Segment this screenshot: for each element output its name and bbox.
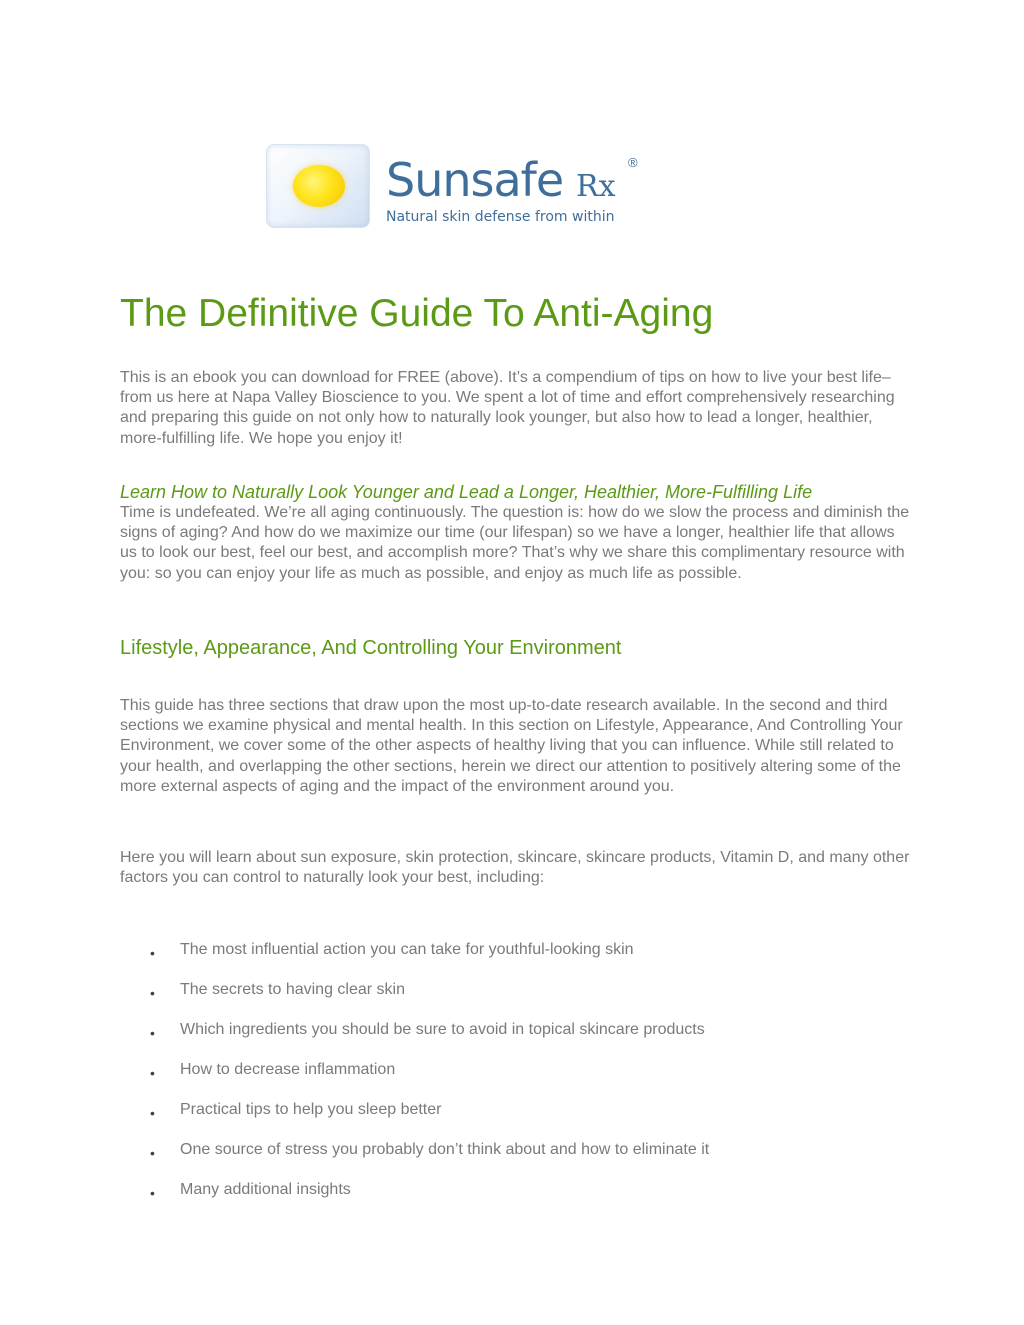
logo-sun-badge xyxy=(266,144,370,228)
section-paragraph-1: This guide has three sections that draw upon the most up-to-date research available. In the second and third sections we examine physical and mental health. In this section on Lifestyle, Appearance, And Controlling Your Environment, we cover some of the other aspects of healthy living that you can influence. While still related to your health, and overlapping the other sections, herein we direct our attention to positively altering some of the more external aspects of aging and the impact of the environment around you. xyxy=(120,697,903,795)
bullet-text: The most influential action you can take for youthful-looking skin xyxy=(180,941,634,958)
bullet-icon: • xyxy=(150,1145,155,1161)
bullet-icon: • xyxy=(150,1025,155,1041)
list-item xyxy=(0,1058,1024,1098)
list-item xyxy=(0,1098,1024,1138)
bullet-icon: • xyxy=(150,945,155,961)
bullet-text: Practical tips to help you sleep better xyxy=(180,1101,442,1118)
section-heading: Lifestyle, Appearance, And Controlling Your Environment xyxy=(120,637,622,659)
list-item xyxy=(0,978,1024,1018)
logo-rx-mark: Rx xyxy=(576,169,616,204)
list-item xyxy=(0,1178,1024,1218)
sun-icon xyxy=(293,165,345,207)
list-item xyxy=(0,1018,1024,1058)
bullet-text: How to decrease inflammation xyxy=(180,1061,396,1078)
bullet-icon: • xyxy=(150,1065,155,1081)
list-item xyxy=(0,1138,1024,1178)
bullet-text: Many additional insights xyxy=(180,1181,351,1198)
bullet-text: One source of stress you probably don’t think about and how to eliminate it xyxy=(180,1141,710,1158)
learn-paragraph: Time is undefeated. We’re all aging continuously. The question is: how do we slow the process and diminish the signs of aging? And how do we maximize our time (our lifespan) so we have a longer, healthier life that allows us to look our best, feel our best, and accomplish more? That’s why we share this complimentary resource with you: so you can enjoy your life as much as possible, and enjoy as much life as possible. xyxy=(120,504,910,582)
insights-bullet-list xyxy=(0,938,1024,1218)
logo-tagline: Natural skin defense from within xyxy=(386,209,615,225)
bullet-text: Which ingredients you should be sure to avoid in topical skincare products xyxy=(180,1021,705,1038)
bullet-icon: • xyxy=(150,1105,155,1121)
intro-paragraph: This is an ebook you can download for FREE (above). It’s a compendium of tips on how to live your best life–from us here at Napa Valley Bioscience to you. We spent a lot of time and effort comprehensively researching and preparing this guide on not only how to naturally look younger, but also how to lead a longer, healthier, more-fulfilling life. We hope you enjoy it! xyxy=(120,369,895,447)
learn-subheading: Learn How to Naturally Look Younger and Lead a Longer, Healthier, More-Fulfilling Life xyxy=(120,482,813,502)
bullet-icon: • xyxy=(150,1185,155,1201)
bullet-text: The secrets to having clear skin xyxy=(180,981,405,998)
list-item xyxy=(0,938,1024,978)
registered-mark: ® xyxy=(628,155,638,170)
section-paragraph-2: Here you will learn about sun exposure, skin protection, skincare, skincare products, Vitamin D, and many other factors you can control to naturally look your best, including: xyxy=(120,849,910,887)
logo-brand-name: Sunsafe xyxy=(386,153,564,207)
sunsafe-rx-logo xyxy=(266,144,646,228)
page-title: The Definitive Guide To Anti-Aging xyxy=(120,292,714,335)
bullet-icon: • xyxy=(150,985,155,1001)
